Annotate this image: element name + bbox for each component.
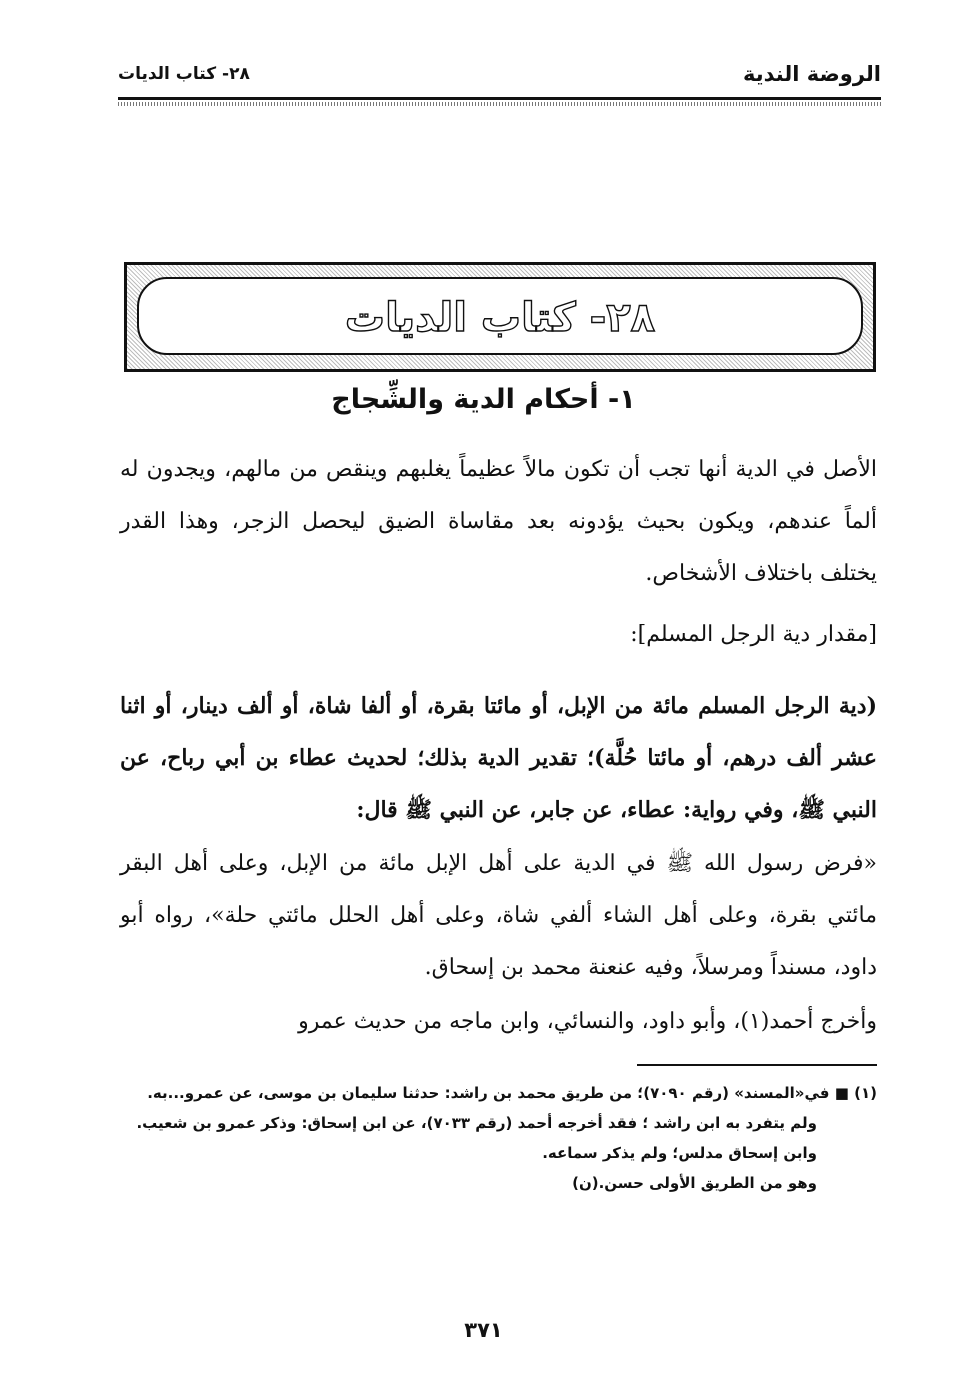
chapter-title-inner-frame bbox=[137, 277, 863, 355]
paragraph-intro: الأصل في الدية أنها تجب أن تكون مالاً عظيماً يغلبهم وينقص من مالهم، ويجدون له ألماً عندهم، ويكون بحيث يؤدونه بعد مقاساة الضيق ليحصل الزجر، وهذا القدر يختلف باختلاف الأشخاص. bbox=[120, 457, 877, 586]
footnotes bbox=[120, 1078, 877, 1198]
footnote-1-continuation-b: وابن إسحاق مدلس؛ ولم يذكر سماعه. bbox=[542, 1144, 817, 1162]
footnote-1-continuation-a: ولم يتفرد به ابن راشد ؛ فقد أخرجه أحمد (رقم ٧٠٣٣)، عن ابن إسحاق: وذكر عمرو بن شعيب. bbox=[136, 1114, 817, 1132]
page-number: ٣٧١ bbox=[464, 1318, 503, 1342]
running-head bbox=[118, 62, 881, 102]
chapter-title: ٢٨- كتاب الديات bbox=[344, 295, 656, 341]
running-head-chapter: ٢٨- كتاب الديات bbox=[118, 64, 250, 84]
paragraph-diya-amounts: (دية الرجل المسلم مائة من الإبل، أو مائتا بقرة، أو ألفا شاة، أو ألف دينار، أو اثنا عشر ألف درهم، أو مائتا حُلَّة)؛ تقدير الدية بذلك؛ لحديث عطاء بن أبي رباح، عن النبي ﷺ، وفي رواية: عطاء، عن جابر، عن النبي ﷺ قال: bbox=[120, 693, 877, 823]
footnote-1: (١) ■ في«المسند» (رقم ٧٠٩٠)؛ من طريق محمد بن راشد: حدثنا سليمان بن موسى، عن عمرو...به. bbox=[147, 1084, 877, 1102]
subheading-muslim-diya: [مقدار دية الرجل المسلم]: bbox=[630, 622, 877, 647]
footnote-rule bbox=[637, 1064, 877, 1066]
footnote-1-continuation-c: وهو من الطريق الأولى حسن.(ن) bbox=[572, 1174, 817, 1192]
section-title: ١- أحكام الدية والشِّجاج bbox=[331, 384, 636, 415]
paragraph-takhrij: وأخرج أحمد(١)، وأبو داود، والنسائي، وابن ماجه من حديث عمرو bbox=[298, 1009, 877, 1034]
chapter-title-frame bbox=[124, 262, 876, 372]
running-head-book-title: الروضة الندية bbox=[743, 62, 881, 86]
header-rule-dotted bbox=[118, 102, 881, 106]
paragraph-hadith: «فرض رسول الله ﷺ في الدية على أهل الإبل مائة من الإبل، وعلى أهل البقر مائتي بقرة، وعلى أهل الشاء ألفي شاة، وعلى أهل الحلل مائتي حلة»، رواه أبو داود، مسنداً ومرسلاً، وفيه عنعنة محمد بن إسحاق. bbox=[120, 851, 877, 980]
header-rule bbox=[118, 97, 881, 100]
